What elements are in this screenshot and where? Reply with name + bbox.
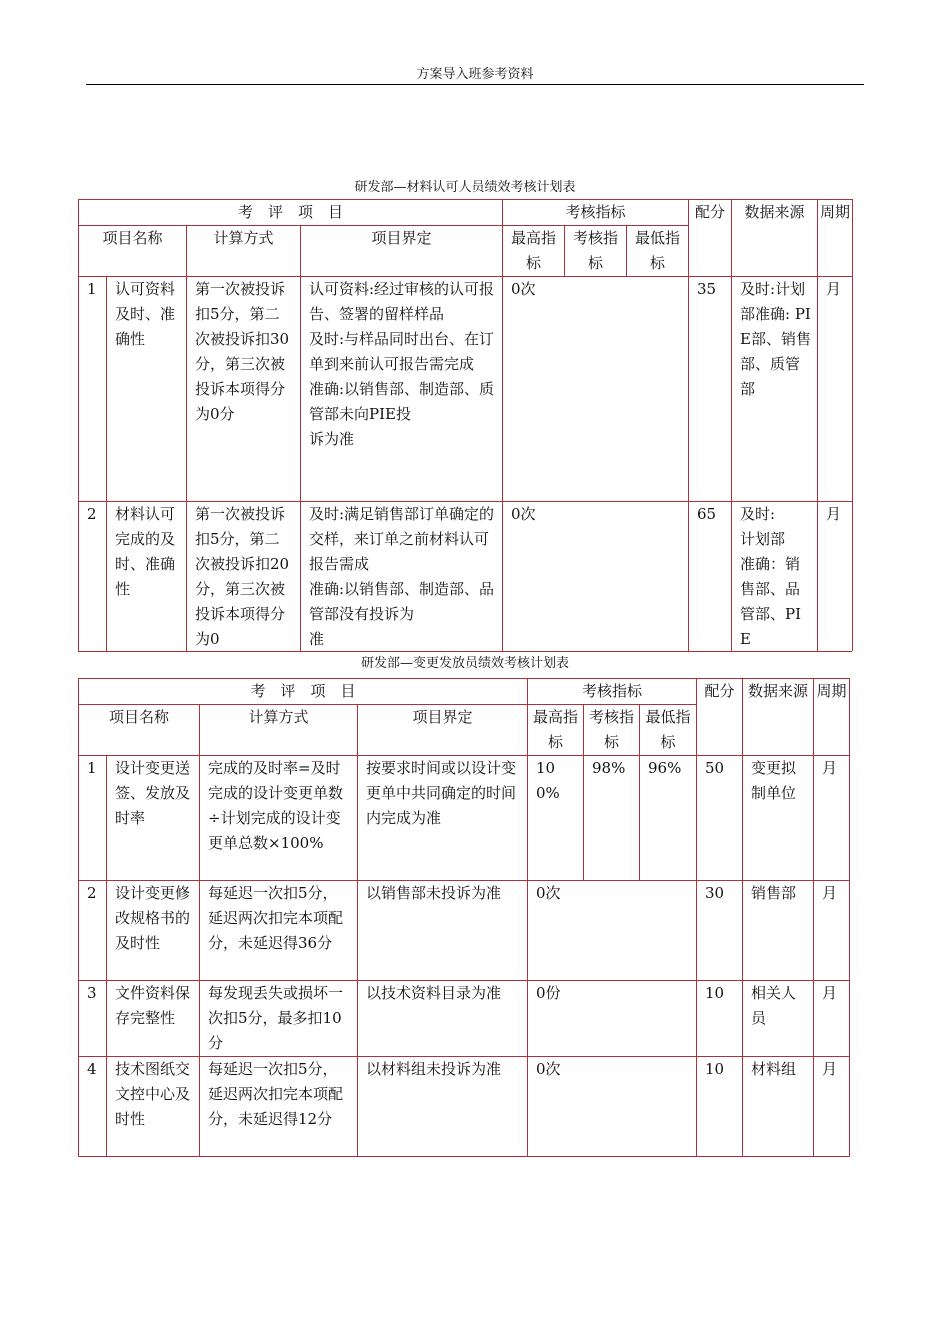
item-definition: 以材料组未投诉为准 (358, 1057, 528, 1157)
table-row (79, 277, 853, 502)
item-name: 设计变更修改规格书的及时性 (107, 881, 200, 981)
score-value: 35 (689, 277, 732, 502)
calc-method: 每延迟一次扣5分，延迟两次扣完本项配分，未延迟得12分 (200, 1057, 358, 1157)
calc-method: 完成的及时率=及时完成的设计变更单数÷计划完成的设计变更单总数×100% (200, 756, 358, 881)
score-value: 10 (697, 981, 743, 1057)
index-value: 0份 (528, 981, 697, 1057)
period-value: 月 (814, 756, 850, 881)
row-number: 3 (79, 981, 107, 1057)
item-definition: 以技术资料目录为准 (358, 981, 528, 1057)
t2-head-item-group: 考 评 项 目 (79, 679, 528, 705)
score-value: 65 (689, 502, 732, 652)
period-value: 月 (814, 881, 850, 981)
table1-wrapper (78, 199, 853, 651)
data-source: 变更拟制单位 (743, 756, 814, 881)
row-number: 2 (79, 881, 107, 981)
table1 (78, 199, 853, 651)
period-value: 月 (818, 502, 853, 652)
table-row (79, 1057, 850, 1157)
data-source: 销售部 (743, 881, 814, 981)
row-number: 1 (79, 756, 107, 881)
item-definition: 按要求时间或以设计变更单中共同确定的时间内完成为准 (358, 756, 528, 881)
calc-method: 第一次被投诉扣5分，第二次被投诉扣30分，第三次被投诉本项得分为0分 (187, 277, 301, 502)
t2-head-low: 最低指标 (640, 705, 697, 756)
t1-head-define: 项目界定 (301, 226, 503, 277)
row-number: 4 (79, 1057, 107, 1157)
index-value: 0次 (503, 277, 689, 502)
t2-head-high: 最高指标 (528, 705, 584, 756)
table-row (79, 502, 853, 652)
table1-caption: 研发部—材料认可人员绩效考核计划表 (354, 180, 576, 195)
t2-head-name: 项目名称 (79, 705, 200, 756)
calc-method: 每延迟一次扣5分，延迟两次扣完本项配分，未延迟得36分 (200, 881, 358, 981)
row-number: 2 (79, 502, 107, 652)
t1-head-source: 数据来源 (732, 200, 818, 277)
data-source: 材料组 (743, 1057, 814, 1157)
item-name: 材料认可完成的及时、准确性 (107, 502, 187, 652)
item-name: 文件资料保存完整性 (107, 981, 200, 1057)
t1-head-low: 最低指标 (627, 226, 689, 277)
period-value: 月 (814, 981, 850, 1057)
row-number: 1 (79, 277, 107, 502)
t2-head-define: 项目界定 (358, 705, 528, 756)
high-index: 100% (528, 756, 584, 881)
index-value: 0次 (503, 502, 689, 652)
table-row (79, 981, 850, 1057)
t1-head-target: 考核指标 (565, 226, 627, 277)
item-name: 认可资料及时、准确性 (107, 277, 187, 502)
table2-caption: 研发部—变更发放员绩效考核计划表 (360, 656, 569, 671)
t1-head-item-group: 考 评 项 目 (79, 200, 503, 226)
t1-head-calc: 计算方式 (187, 226, 301, 277)
data-source: 及时:计划部准确: PIE部、销售部、质管部 (732, 277, 818, 502)
score-value: 30 (697, 881, 743, 981)
item-definition: 及时:满足销售部订单确定的交样，来订单之前材料认可报告需成 准确:以销售部、制造部、品管部没有投诉为 准 (301, 502, 503, 652)
index-value: 0次 (528, 1057, 697, 1157)
t2-head-target: 考核指标 (584, 705, 640, 756)
t1-head-name: 项目名称 (79, 226, 187, 277)
t2-head-index-group: 考核指标 (528, 679, 697, 705)
page-header: 方案导入班参考资料 (86, 66, 864, 85)
data-source: 及时: 计划部 准确：销售部、品管部、PIE (732, 502, 818, 652)
period-value: 月 (814, 1057, 850, 1157)
item-name: 设计变更送签、发放及时率 (107, 756, 200, 881)
item-definition: 以销售部未投诉为准 (358, 881, 528, 981)
data-source: 相关人员 (743, 981, 814, 1057)
t2-head-calc: 计算方式 (200, 705, 358, 756)
item-name: 技术图纸交文控中心及时性 (107, 1057, 200, 1157)
t1-head-period: 周期 (818, 200, 853, 277)
t1-head-high: 最高指标 (503, 226, 565, 277)
table1-bottom-border (78, 651, 852, 652)
t2-head-period: 周期 (814, 679, 850, 756)
index-value: 0次 (528, 881, 697, 981)
calc-method: 每发现丢失或损坏一次扣5分，最多扣10分 (200, 981, 358, 1057)
score-value: 50 (697, 756, 743, 881)
low-index: 96% (640, 756, 697, 881)
table-row (79, 756, 850, 881)
t2-head-score: 配分 (697, 679, 743, 756)
t1-head-index-group: 考核指标 (503, 200, 689, 226)
t2-head-source: 数据来源 (743, 679, 814, 756)
period-value: 月 (818, 277, 853, 502)
item-definition: 认可资料:经过审核的认可报告、签署的留样样品 及时:与样品同时出台、在订单到来前认可报告需完成 准确:以销售部、制造部、质管部未向PIE投 诉为准 (301, 277, 503, 502)
t1-head-score: 配分 (689, 200, 732, 277)
calc-method: 第一次被投诉扣5分，第二次被投诉扣20分，第三次被投诉本项得分为0 (187, 502, 301, 652)
target-index: 98% (584, 756, 640, 881)
table2 (78, 678, 850, 1157)
score-value: 10 (697, 1057, 743, 1157)
table-row (79, 881, 850, 981)
